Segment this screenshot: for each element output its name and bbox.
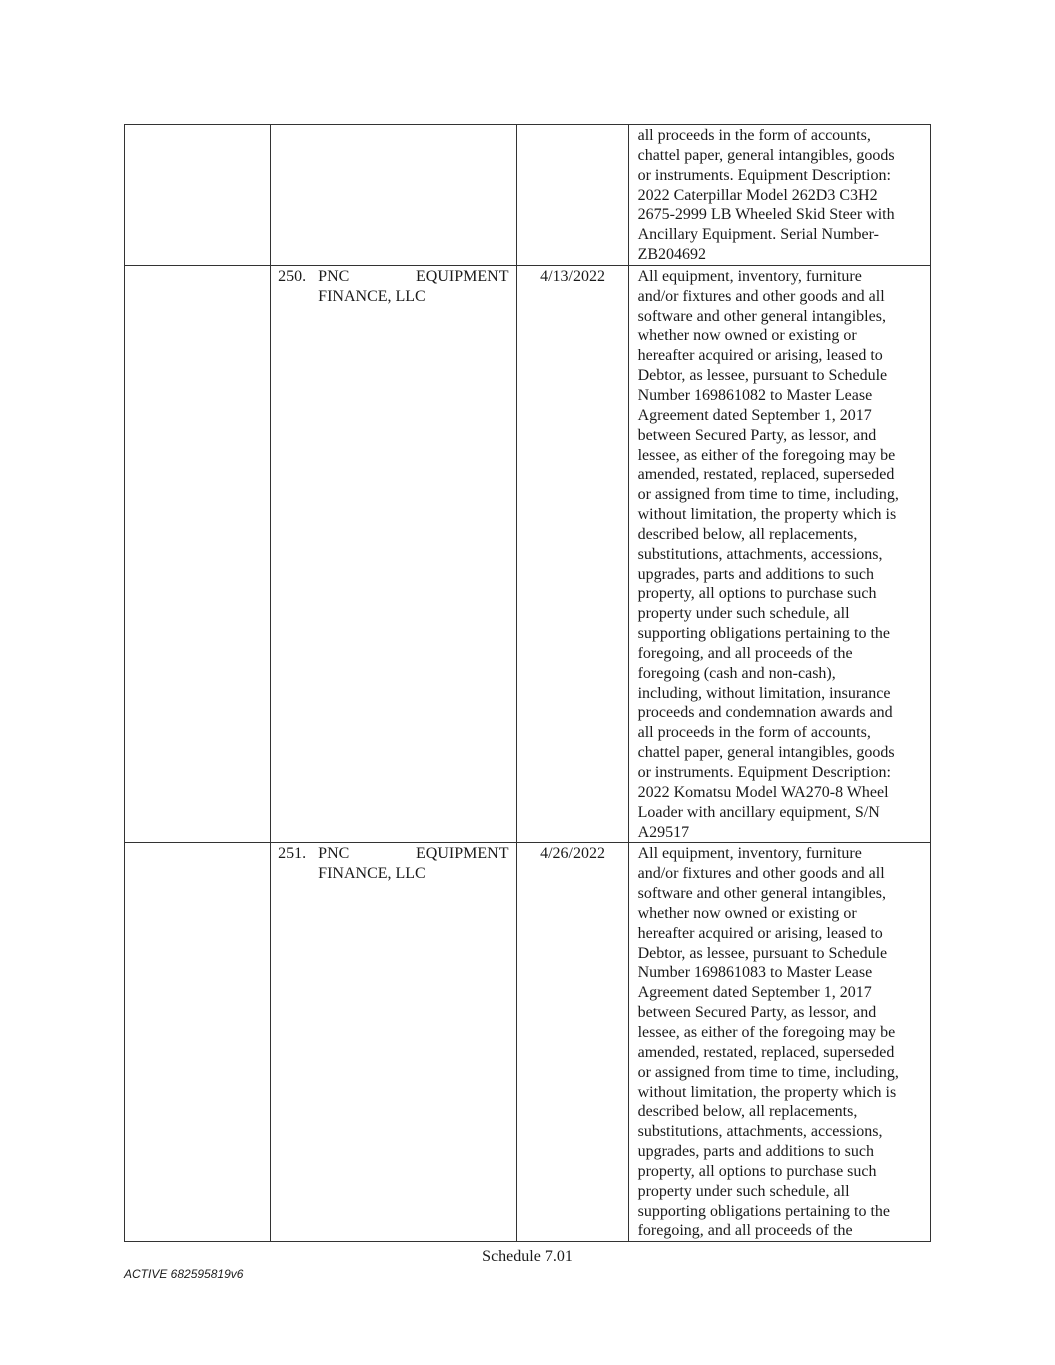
page-footer-label: Schedule 7.01 (482, 1248, 573, 1265)
description-line: lessee, as either of the foregoing may be (637, 1023, 896, 1041)
description-line: whether now owned or existing or (637, 327, 857, 345)
secured-party-name (318, 267, 508, 307)
secured-party (271, 266, 516, 307)
collateral-description (629, 843, 930, 1241)
description-line: supporting obligations pertaining to the (637, 1202, 891, 1220)
debtor-cell (125, 125, 271, 266)
description-line: and/or fixtures and other goods and all (637, 287, 885, 305)
entry-number: 250. (278, 267, 307, 285)
description-line: chattel paper, general intangibles, goods (637, 146, 895, 164)
description-line: all proceeds in the form of accounts, (637, 127, 871, 144)
document-id: ACTIVE 682595819v6 (124, 1267, 244, 1281)
description-line: Debtor, as lessee, pursuant to Schedule (637, 944, 888, 962)
description-line: 2675-2999 LB Wheeled Skid Steer with (637, 206, 895, 224)
description-line: and/or fixtures and other goods and all (637, 865, 885, 883)
description-line: amended, restated, replaced, superseded (637, 1043, 895, 1061)
filing-date-cell (517, 265, 628, 842)
description-line: Ancillary Equipment. Serial Number- (637, 226, 879, 244)
description-line: 2022 Caterpillar Model 262D3 C3H2 (637, 186, 878, 204)
description-line: software and other general intangibles, (637, 307, 886, 325)
description-line: described below, all replacements, (637, 1103, 858, 1121)
description-line: property under such schedule, all (637, 1182, 850, 1200)
entry-number: 251. (278, 845, 307, 863)
debtor-cell (125, 843, 271, 1242)
description-line: ZB204692 (637, 246, 707, 264)
description-line: Loader with ancillary equipment, S/N (637, 803, 880, 821)
party-name-word: PNC (318, 845, 350, 863)
description-line: All equipment, inventory, furniture (637, 267, 862, 285)
filing-date-cell (517, 125, 628, 266)
description-line: chattel paper, general intangibles, goods (637, 744, 895, 762)
description-line: between Secured Party, as lessor, and (637, 426, 877, 444)
description-line: or instruments. Equipment Description: (637, 166, 891, 184)
description-line: upgrades, parts and additions to such (637, 1143, 874, 1161)
description-line: upgrades, parts and additions to such (637, 565, 874, 583)
party-name-line: FINANCE, LLC (318, 287, 426, 305)
description-line: property, all options to purchase such (637, 1162, 877, 1180)
table-row (125, 843, 931, 1242)
description-line: amended, restated, replaced, superseded (637, 466, 895, 484)
description-line: without limitation, the property which is (637, 1083, 897, 1101)
description-line: or assigned from time to time, including, (637, 1063, 899, 1081)
filing-date: 4/13/2022 (540, 267, 605, 285)
collateral-description-cell (628, 125, 930, 266)
description-line: Number 169861083 to Master Lease (637, 964, 873, 982)
description-line: or instruments. Equipment Description: (637, 764, 891, 781)
party-name-word: PNC (318, 267, 350, 285)
description-line: all proceeds in the form of accounts, (637, 724, 871, 742)
table-row (125, 125, 931, 266)
description-line: supporting obligations pertaining to the (637, 625, 891, 643)
description-line: substitutions, attachments, accessions, (637, 1123, 883, 1141)
description-line: between Secured Party, as lessor, and (637, 1004, 877, 1022)
description-line: property, all options to purchase such (637, 585, 877, 603)
party-name-word: EQUIPMENT (416, 267, 509, 285)
collateral-description-cell (628, 843, 930, 1242)
description-line: Debtor, as lessee, pursuant to Schedule (637, 367, 888, 385)
table-row (125, 265, 931, 842)
description-line: lessee, as either of the foregoing may be (637, 446, 896, 464)
description-line: foregoing, and all proceeds of the (637, 1222, 853, 1240)
description-line: Agreement dated September 1, 2017 (637, 406, 872, 424)
description-line: hereafter acquired or arising, leased to (637, 347, 883, 365)
description-line: including, without limitation, insurance (637, 684, 891, 702)
description-line: property under such schedule, all (637, 605, 850, 623)
description-line: without limitation, the property which is (637, 506, 897, 524)
collateral-description (629, 266, 930, 842)
secured-party-cell (271, 125, 517, 266)
secured-party-cell (271, 843, 517, 1242)
description-line: A29517 (637, 823, 690, 841)
collateral-description-cell (628, 265, 930, 842)
party-name-word: EQUIPMENT (416, 845, 509, 863)
secured-party-name (318, 844, 508, 884)
description-line: Number 169861082 to Master Lease (637, 386, 873, 404)
description-line: 2022 Komatsu Model WA270-8 Wheel (637, 783, 889, 801)
description-line: substitutions, attachments, accessions, (637, 545, 883, 563)
debtor-cell (125, 265, 271, 842)
description-line: All equipment, inventory, furniture (637, 845, 862, 863)
description-line: foregoing (cash and non-cash), (637, 664, 836, 682)
secured-party (271, 843, 516, 884)
description-line: whether now owned or existing or (637, 904, 857, 922)
description-line: or assigned from time to time, including, (637, 486, 899, 504)
description-line: proceeds and condemnation awards and (637, 704, 893, 722)
party-name-line: FINANCE, LLC (318, 865, 426, 883)
description-line: software and other general intangibles, (637, 885, 886, 903)
filing-date: 4/26/2022 (540, 845, 605, 863)
description-line: Agreement dated September 1, 2017 (637, 984, 872, 1002)
description-line: described below, all replacements, (637, 525, 858, 543)
filing-date-cell (517, 843, 628, 1242)
collateral-description (629, 125, 930, 265)
lien-schedule-table (124, 124, 931, 1242)
description-line: foregoing, and all proceeds of the (637, 644, 853, 662)
description-line: hereafter acquired or arising, leased to (637, 924, 883, 942)
secured-party-cell (271, 265, 517, 842)
